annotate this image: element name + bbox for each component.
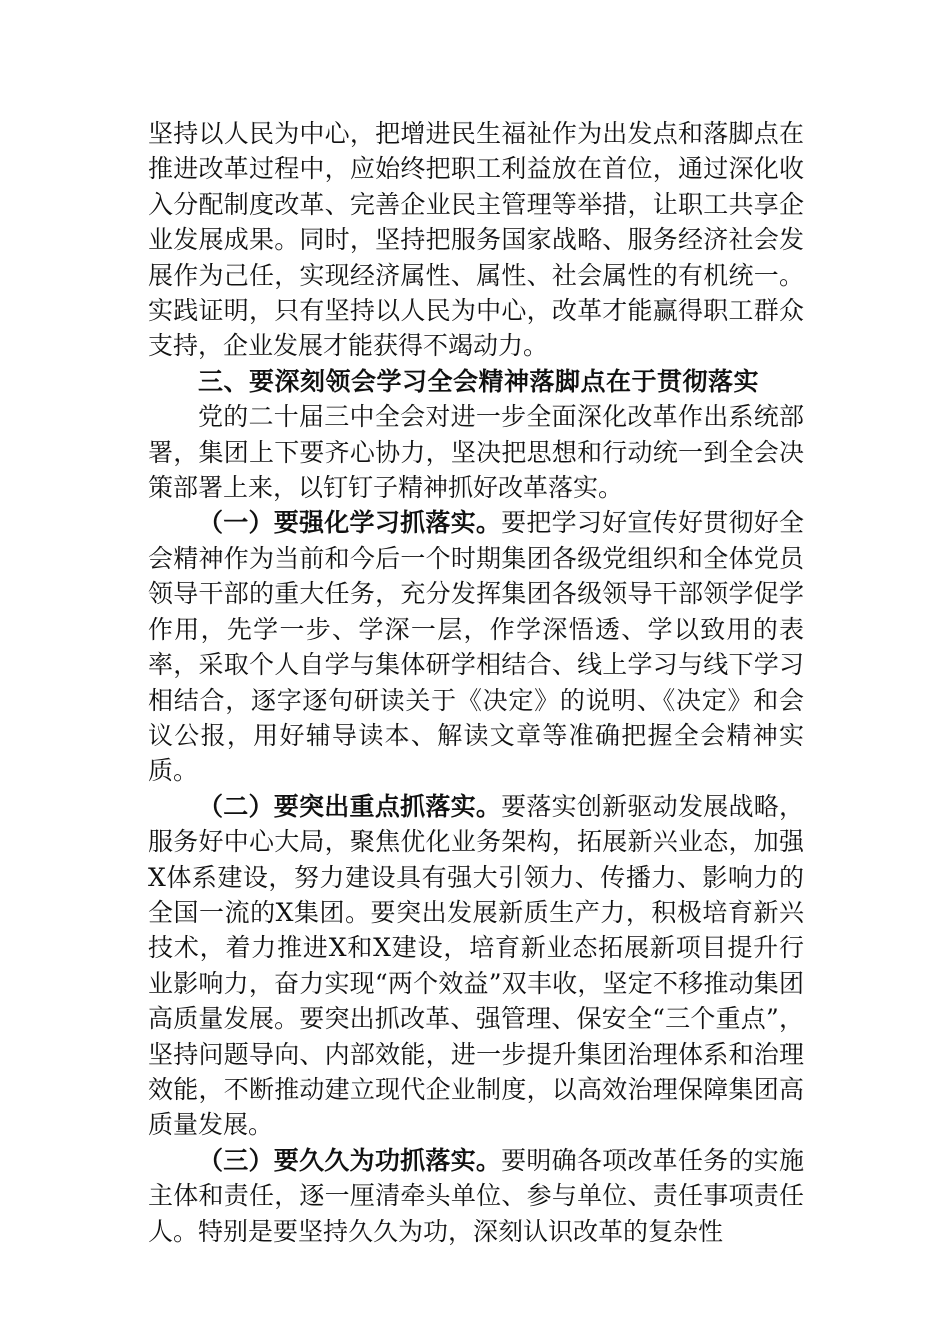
subsection-text-2: 要落实创新驱动发展战略，服务好中心大局，聚焦优化业务架构，拓展新兴业态，加强X体系建设，努力建设具有强大引领力、传播力、影响力的全国一流的X集团。要突出发展新质生产力，积极培育新兴技术，着力推进X和X建设，培育新业态拓展新项目提升行业影响力，奋力实现“两个效益”双丰收，坚定不移推动集团高质量发展。要突出抓改革、强管理、保安全“三个重点”，坚持问题导向、内部效能，进一步提升集团治理体系和治理效能，不断推动建立现代企业制度，以高效治理保障集团高质量发展。 bbox=[148, 791, 804, 1140]
subsection-text-1: 要把学习好宣传好贯彻好全会精神作为当前和今后一个时期集团各级党组织和全体党员领导干部的重大任务，充分发挥集团各级领导干部领学促学作用，先学一步、学深一层，作学深悟透、学以致用的表率，采取个人自学与集体研学相结合、线上学习与线下学习相结合，逐字逐句研读关于《决定》的说明、《决定》和会议公报，用好辅导读本、解读文章等准确把握全会精神实质。 bbox=[148, 508, 804, 786]
subsection-lead-1: （一）要强化学习抓落实。 bbox=[198, 508, 502, 538]
document-body bbox=[148, 116, 804, 1249]
subsection-paragraph-2 bbox=[148, 789, 804, 1143]
subsection-text-3: 要明确各项改革任务的实施主体和责任，逐一厘清牵头单位、参与单位、责任事项责任人。特别是要坚持久久为功，深刻认识改革的复杂性 bbox=[148, 1145, 804, 1246]
subsection-paragraph-1 bbox=[148, 505, 804, 788]
continuation-paragraph: 坚持以人民为中心，把增进民生福祉作为出发点和落脚点在推进改革过程中，应始终把职工利益放在首位，通过深化收入分配制度改革、完善企业民主管理等举措，让职工共享企业发展成果。同时，坚持把服务国家战略、服务经济社会发展作为己任，实现经济属性、属性、社会属性的有机统一。实践证明，只有坚持以人民为中心，改革才能赢得职工群众支持，企业发展才能获得不竭动力。 bbox=[148, 119, 804, 361]
section-heading: 三、要深刻领会学习全会精神落脚点在于贯彻落实 bbox=[198, 366, 760, 396]
subsection-lead-3: （三）要久久为功抓落实。 bbox=[198, 1145, 502, 1175]
subsection-lead-2: （二）要突出重点抓落实。 bbox=[198, 791, 502, 821]
body-paragraph: 党的二十届三中全会对进一步全面深化改革作出系统部署，集团上下要齐心协力，坚决把思想和行动统一到全会决策部署上来，以钉钉子精神抓好改革落实。 bbox=[148, 402, 804, 503]
subsection-paragraph-3 bbox=[148, 1143, 804, 1249]
